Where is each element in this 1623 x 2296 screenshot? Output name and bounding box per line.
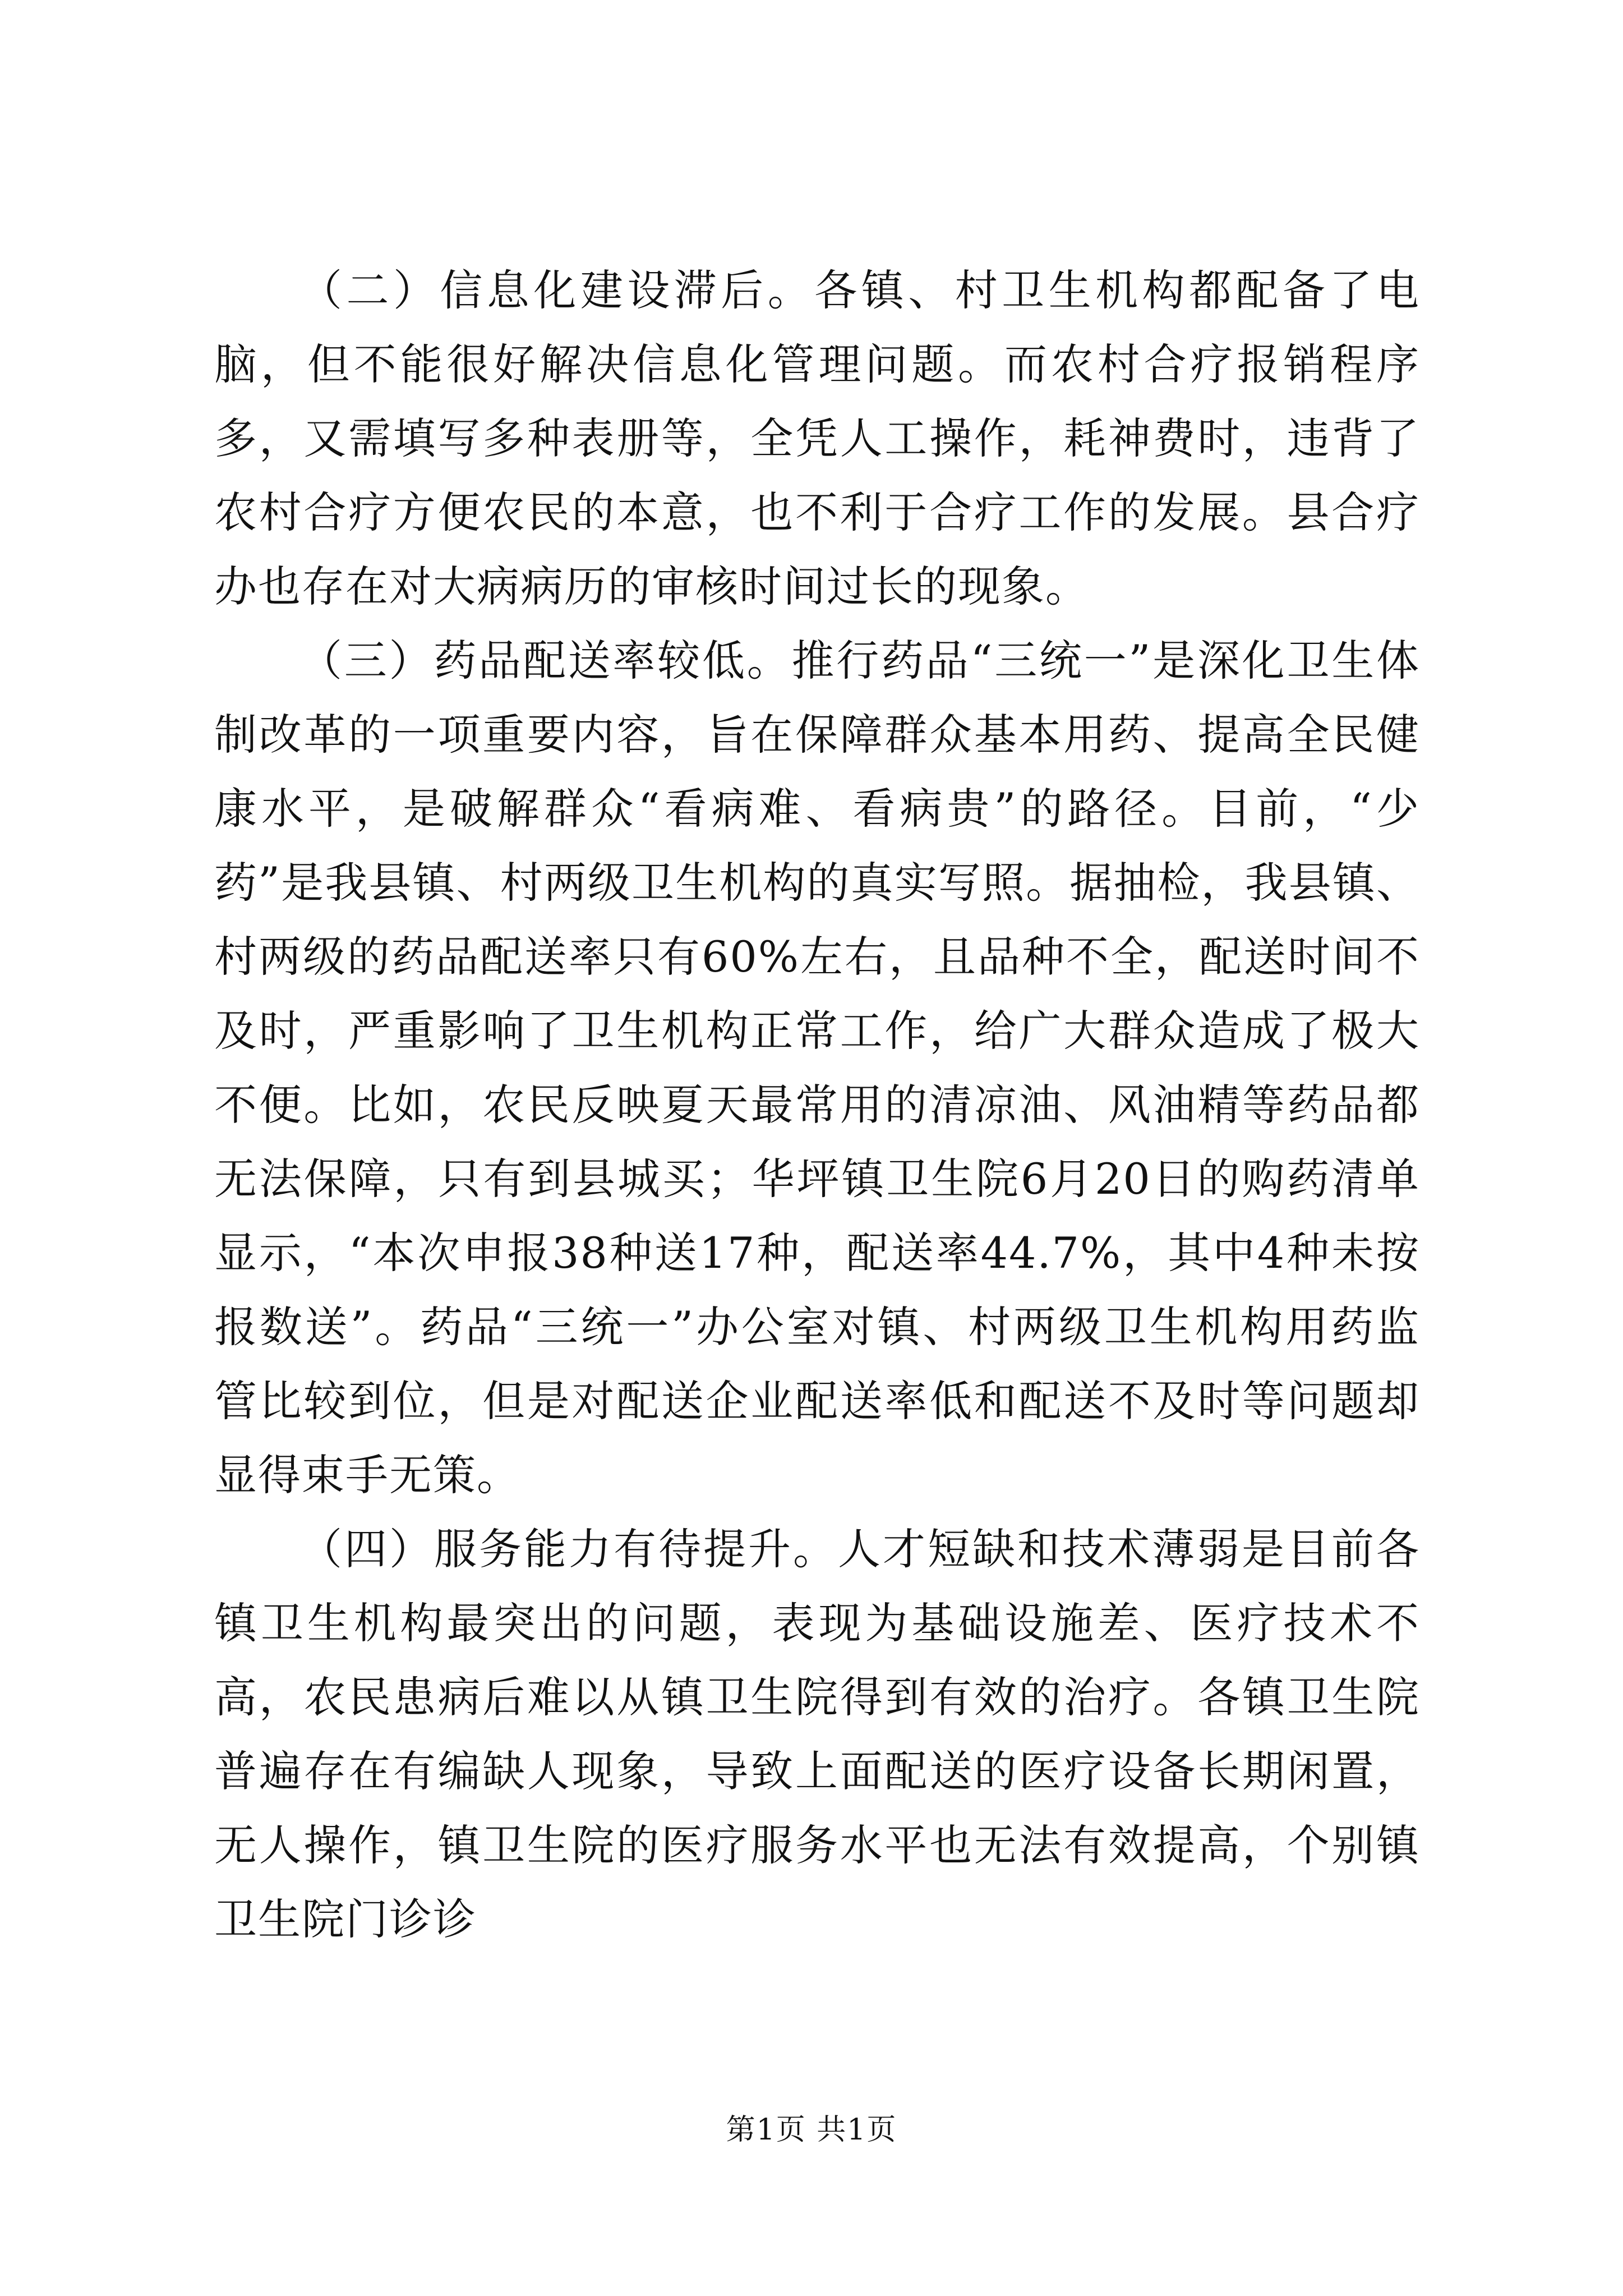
document-body [214,254,1420,1957]
page-number-footer: 第1页 共1页 [726,2113,897,2147]
paragraph-drug-distribution: （三）药品配送率较低。推行药品“三统一”是深化卫生体制改革的一项重要内容，旨在保障群众基本用药、提高全民健康水平，是破解群众“看病难、看病贵”的路径。目前，“少药”是我县镇、村两级卫生机构的真实写照。据抽检，我县镇、村两级的药品配送率只有60%左右，且品种不全，配送时间不及时，严重影响了卫生机构正常工作，给广大群众造成了极大不便。比如，农民反映夏天最常用的清凉油、风油精等药品都无法保障，只有到县城买；华坪镇卫生院6月20日的购药清单显示，“本次申报38种送17种，配送率44.7%，其中4种未按报数送”。药品“三统一”办公室对镇、村两级卫生机构用药监管比较到位，但是对配送企业配送率低和配送不及时等问题却显得束手无策。 [214,636,1420,1500]
paragraph-service-capacity: （四）服务能力有待提升。人才短缺和技术薄弱是目前各镇卫生机构最突出的问题，表现为基础设施差、医疗技术不高，农民患病后难以从镇卫生院得到有效的治疗。各镇卫生院普遍存在有编缺人现象，导致上面配送的医疗设备长期闲置，无人操作，镇卫生院的医疗服务水平也无法有效提高，个别镇卫生院门诊诊 [214,1524,1420,1944]
paragraph-informatization: （二）信息化建设滞后。各镇、村卫生机构都配备了电脑，但不能很好解决信息化管理问题。而农村合疗报销程序多，又需填写多种表册等，全凭人工操作，耗神费时，违背了农村合疗方便农民的本意，也不利于合疗工作的发展。县合疗办也存在对大病病历的审核时间过长的现象。 [214,265,1420,611]
